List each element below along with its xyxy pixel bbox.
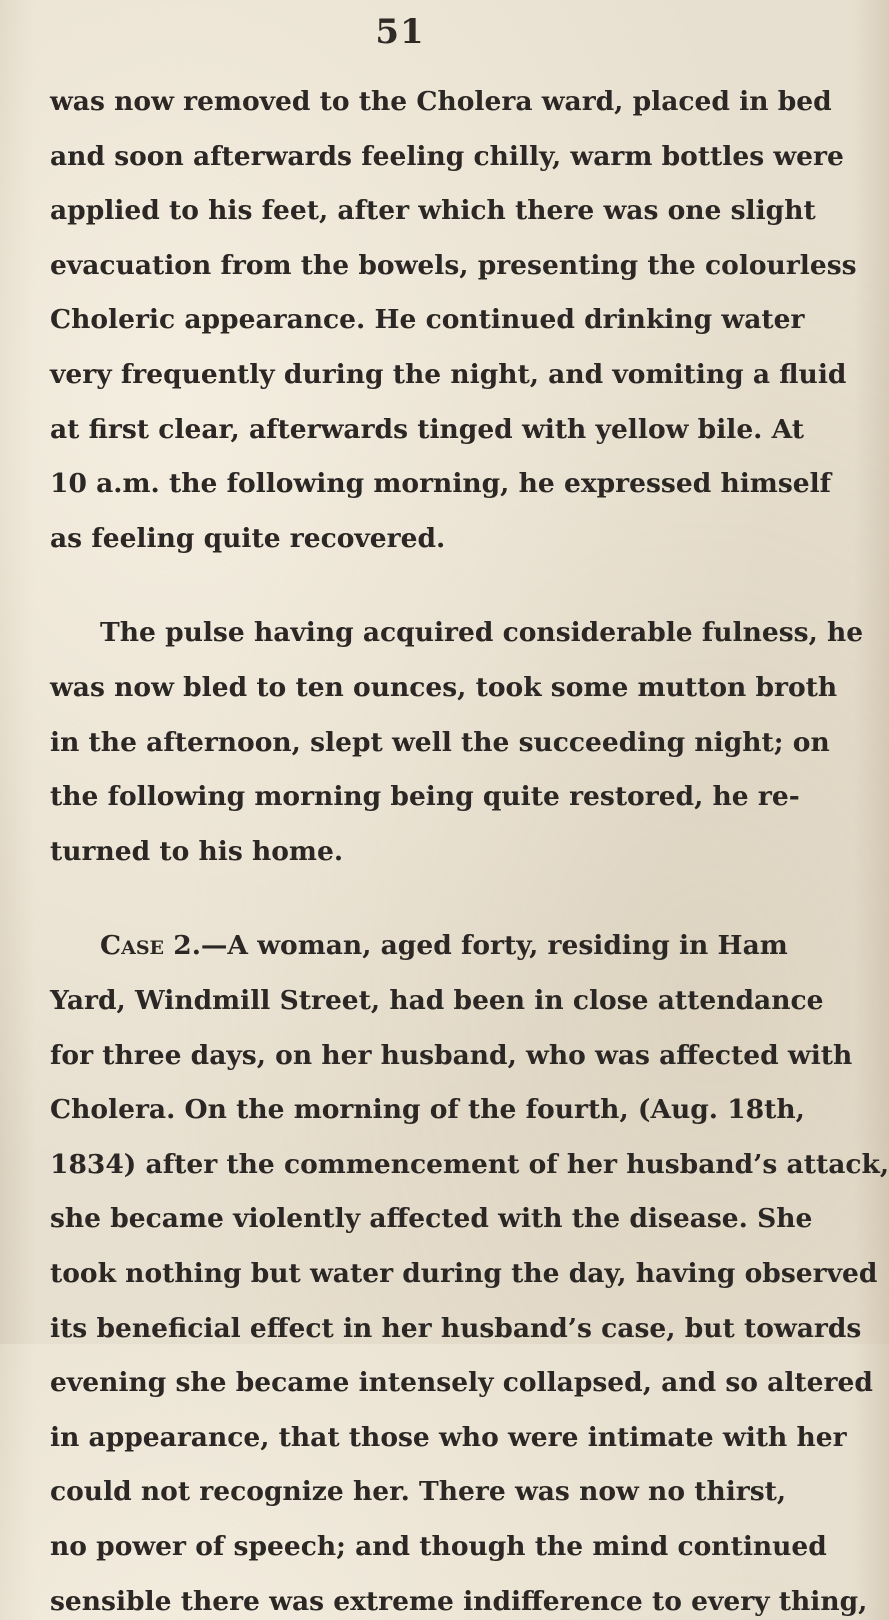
page-number: 51 [375,12,425,52]
text-line: 10 a.m. the following morning, he expressed himself [50,468,832,499]
text-line: turned to his home. [50,836,344,867]
text-line: no power of speech; and though the mind continued [50,1531,827,1562]
text-line: evening she became intensely collapsed, and so altered [50,1367,873,1398]
case-label: Case [100,930,165,961]
text-line: Yard, Windmill Street, had been in close attendance [50,985,824,1016]
text-line: very frequently during the night, and vomiting a fluid [50,359,847,390]
case-line-text: 2.—A woman, aged forty, residing in Ham [164,930,788,961]
text-line: its beneficial effect in her husband’s case, but towards [50,1313,862,1344]
text-line: in appearance, that those who were intimate with her [50,1422,847,1453]
text-line: as feeling quite recovered. [50,523,446,554]
text-line: took nothing but water during the day, having observed [50,1258,878,1289]
text-line: she became violently affected with the disease. She [50,1203,813,1234]
text-line [100,928,788,964]
text-line: evacuation from the bowels, presenting the colourless [50,250,857,281]
text-line: in the afternoon, slept well the succeeding night; on [50,727,830,758]
text-line: the following morning being quite restored, he re- [50,781,800,812]
text-line: 1834) after the commencement of her husband’s attack, [50,1149,889,1180]
text-line: Choleric appearance. He continued drinking water [50,304,805,335]
text-line: applied to his feet, after which there was one slight [50,195,816,226]
text-line: for three days, on her husband, who was affected with [50,1040,853,1071]
text-line: could not recognize her. There was now no thirst, [50,1476,787,1507]
text-line: and soon afterwards feeling chilly, warm bottles were [50,141,844,172]
text-line: was now removed to the Cholera ward, placed in bed [50,86,832,117]
text-line: at first clear, afterwards tinged with yellow bile. At [50,414,804,445]
text-line: Cholera. On the morning of the fourth, (Aug. 18th, [50,1094,805,1125]
text-line: was now bled to ten ounces, took some mutton broth [50,672,838,703]
text-line: sensible there was extreme indifference to every thing, [50,1586,868,1617]
text-line: The pulse having acquired considerable fulness, he [100,617,864,648]
